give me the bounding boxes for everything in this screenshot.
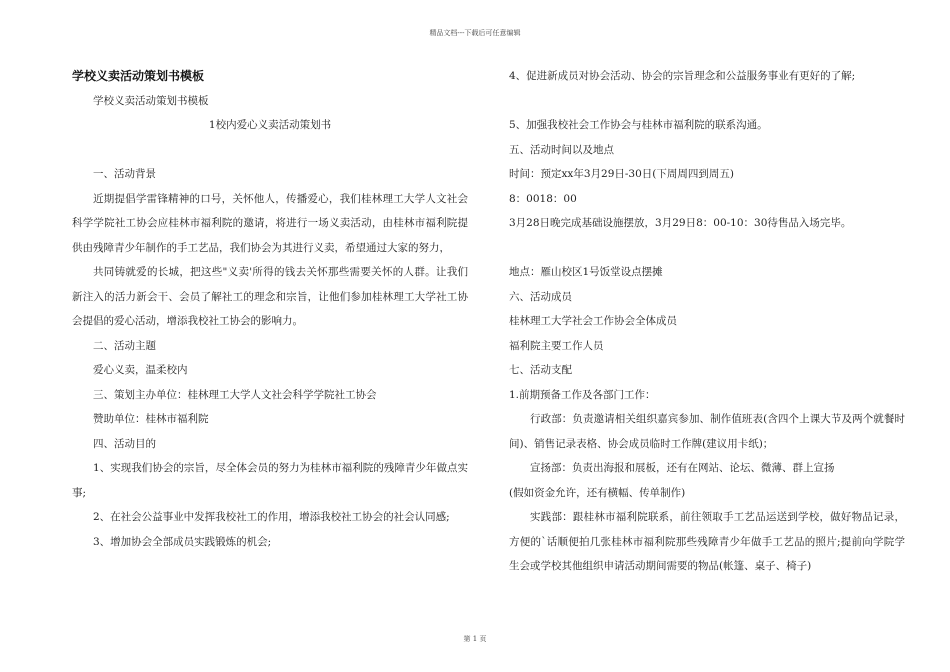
section-heading-arrangement: 七、活动支配 — [509, 364, 572, 376]
background-paragraph-1: 近期提倡学雷锋精神的口号，关怀他人，传播爱心，我们桂林理工大学人文社会科学学院社工协会应桂林市福利院的邀请，将进行一场义卖活动，由桂林市福利院提供由残障青少年制作的手工艺品，我们协会为其进行义卖，希望通过大家的努力， — [72, 192, 468, 254]
goal-item-4: 4、促进新成员对协会活动、协会的宗旨理念和公益服务事业有更好的了解; — [509, 70, 856, 82]
practice-dept-text: 实践部：跟桂林市福利院联系，前往领取手工艺品运送到学校，做好物品记录，方便的`话顺便拍几张桂林市福利院那些残障青少年做手工艺品的照片;提前向学院学生会或学校其他组织申请活动期间需要的物品(帐篷、桌子、椅子) — [509, 511, 905, 572]
goal-item-1: 1、实现我们协会的宗旨，尽全体会员的努力为桂林市福利院的残障青少年做点实事; — [72, 462, 468, 499]
promo-note: (假如资金允许，还有横幅、传单制作) — [509, 486, 686, 499]
right-column — [509, 64, 905, 579]
blank-line — [509, 236, 905, 261]
blank-line — [72, 138, 468, 163]
location-line: 地点：雁山校区1号饭堂设点摆摊 — [509, 266, 663, 278]
document-title: 学校义卖活动策划书模板 — [72, 69, 205, 83]
blank-line — [509, 89, 905, 114]
sponsor-line: 赞助单位：桂林市福利院 — [93, 413, 209, 425]
page-number: 第 1 页 — [463, 635, 487, 643]
section-heading-members: 六、活动成员 — [509, 290, 572, 303]
left-column — [72, 64, 468, 554]
section-heading-time-location: 五、活动时间以及地点 — [509, 143, 614, 156]
document-subtitle: 学校义卖活动策划书模板 — [93, 94, 209, 107]
member-line-2: 福利院主要工作人员 — [509, 339, 604, 352]
section-heading-background: 一、活动背景 — [93, 168, 156, 180]
setup-line: 3月28日晚完成基础设施摆放，3月29日8：00-10：30待售品入场完毕。 — [509, 217, 852, 229]
admin-dept-text: 行政部：负责邀请相关组织嘉宾参加、制作值班表(含四个上课大节及两个就餐时间)、销售记录表格、协会成员临时工作牌(建议用卡纸)； — [509, 413, 905, 450]
plan-title: 1校内爱心义卖活动策划书 — [208, 119, 332, 131]
goal-item-3: 3、增加协会全部成员实践锻炼的机会; — [93, 535, 272, 548]
section-heading-goals: 四、活动目的 — [93, 437, 156, 450]
time-line: 时间：预定xx年3月29日-30日(下周周四到周五) — [509, 168, 734, 180]
background-paragraph-2: 共同铸就爱的长城，把这些"义卖'所得的钱去关怀那些需要关怀的人群。让我们新注入的活力新会干、会员了解社工的理念和宗旨，让他们参加桂林理工大学社工协会提倡的爱心活动，增添我校社工协会的影响力。 — [72, 266, 468, 327]
section-heading-theme: 二、活动主题 — [93, 339, 156, 352]
goal-item-5: 5、加强我校社会工作协会与桂林市福利院的联系沟通。 — [509, 119, 768, 131]
prep-heading: 1.前期预备工作及各部门工作： — [509, 388, 656, 401]
promo-dept-text: 宣扬部：负责出海报和展板，还有在网站、论坛、微薄、群上宣扬 — [530, 462, 835, 474]
time-range: 8：0018：00 — [509, 192, 577, 205]
organizer-line: 三、策划主办单位：桂林理工大学人文社会科学学院社工协会 — [93, 388, 377, 401]
theme-text: 爱心义卖，温柔校内 — [93, 364, 188, 376]
member-line-1: 桂林理工大学社会工作协会全体成员 — [509, 315, 677, 327]
goal-item-2: 2、在社会公益事业中发挥我校社工的作用，增添我校社工协会的社会认同感; — [93, 511, 450, 523]
page-header-note: 精品文档---下载后可任意编辑 — [429, 29, 521, 37]
